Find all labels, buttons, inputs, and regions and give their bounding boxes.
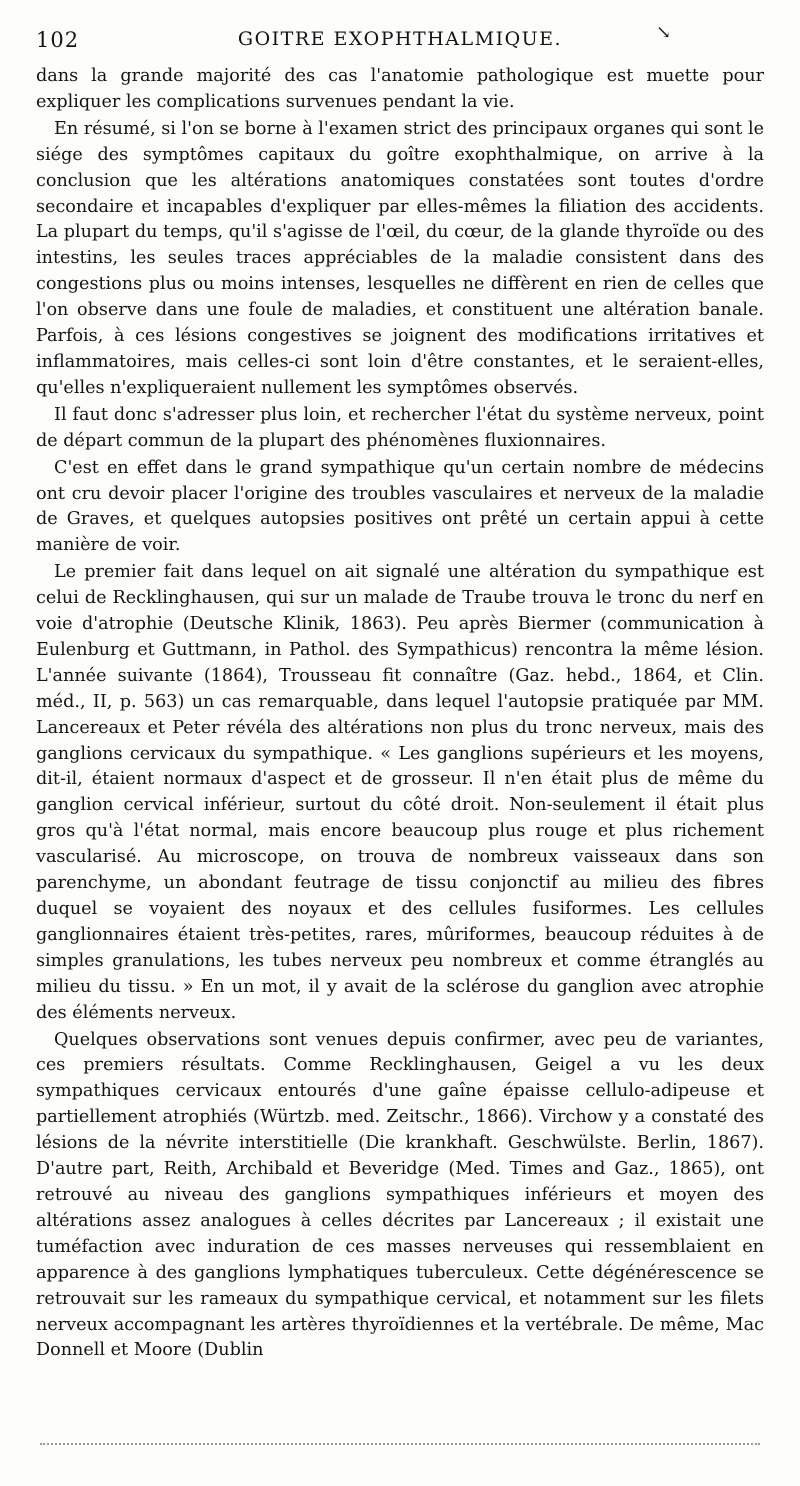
paragraph-1: dans la grande majorité des cas l'anatomie pathologique est muette pour expliquer les complications survenues pendant la vie.	[36, 66, 764, 112]
paragraph-3: Il faut donc s'adresser plus loin, et rechercher l'état du système nerveux, point de départ commun de la plupart des phénomènes fluxionnaires.	[36, 404, 764, 451]
page-number: 102	[36, 28, 80, 52]
margin-mark: ↘	[656, 22, 672, 43]
paragraph-4: C'est en effet dans le grand sympathique qu'un certain nombre de médecins ont cru devoir placer l'origine des troubles vasculaires et nerveux de la maladie de Graves, et quelques autopsies positives ont prêté un certain appui à cette manière de voir.	[36, 457, 764, 556]
bottom-bleed-line	[40, 1443, 760, 1445]
page-header	[36, 22, 764, 62]
paragraph-5: Le premier fait dans lequel on ait signalé une altération du sympathique est celui de Recklinghausen, qui sur un malade de Traube trouva le tronc du nerf en voie d'atrophie (Deutsche Klinik, 1863). Peu après Biermer (communication à Eulenburg et Guttmann, in Pathol. des Sympathicus) rencontra la même lésion. L'année suivante (1864), Trousseau fit connaître (Gaz. hebd., 1864, et Clin. méd., II, p. 563) un cas remarquable, dans lequel l'autopsie pratiquée par MM. Lancereaux et Peter révéla des altérations non plus du tronc nerveux, mais des ganglions cervicaux du sympathique. « Les ganglions supérieurs et les moyens, dit-il, étaient normaux d'aspect et de grosseur. Il n'en était plus de même du ganglion cervical inférieur, surtout du côté droit. Non-seulement il était plus gros qu'à l'état normal, mais encore beaucoup plus rouge et plus richement vascularisé. Au microscope, on trouva de nombreux vaisseaux dans son parenchyme, un abondant feutrage de tissu conjonctif au milieu des fibres duquel se voyaient des noyaux et des cellules fusiformes. Les cellules ganglionnaires étaient très-petites, rares, mûriformes, beaucoup réduites à de simples granulations, les tubes nerveux peu nombreux et comme étranglés au milieu du tissu. » En un mot, il y avait de la sclérose du ganglion avec atrophie des éléments nerveux.	[36, 562, 764, 1023]
body-text	[36, 64, 764, 1364]
paragraph-2: En résumé, si l'on se borne à l'examen strict des principaux organes qui sont le siége des symptômes capitaux du goître exophthalmique, on arrive à la conclusion que les altérations anatomiques constatées sont toutes d'ordre secondaire et incapables d'expliquer par elles-mêmes la filiation des accidents. La plupart du temps, qu'il s'agisse de l'œil, du cœur, de la glande thyroïde ou des intestins, les seules traces appréciables de la maladie consistent dans des congestions plus ou moins intenses, lesquelles ne diffèrent en rien de celles que l'on observe dans une foule de maladies, et constituent une altération banale. Parfois, à ces lésions congestives se joignent des modifications irritatives et inflammatoires, mais celles-ci sont loin d'être constantes, et le seraient-elles, qu'elles n'expliqueraient nullement les symptômes observés.	[36, 118, 764, 398]
paragraph-6: Quelques observations sont venues depuis confirmer, avec peu de variantes, ces premiers résultats. Comme Recklinghausen, Geigel a vu les deux sympathiques cervicaux entourés d'une gaîne épaisse cellulo-adipeuse et partiellement atrophiés (Würtzb. med. Zeitschr., 1866). Virchow y a constaté des lésions de la névrite interstitielle (Die krankhaft. Geschwülste. Berlin, 1867). D'autre part, Reith, Archibald et Beveridge (Med. Times and Gaz., 1865), ont retrouvé au niveau des ganglions sympathiques inférieurs et moyen des altérations assez analogues à celles décrites par Lancereaux ; il existait une tuméfaction avec induration de ces masses nerveuses qui ressemblaient en apparence à des ganglions lymphatiques tuberculeux. Cette dégénérescence se retrouvait sur les rameaux du sympathique cervical, et notamment sur les filets nerveux accompagnant les artères thyroïdiennes et la vertébrale. De même, Mac Donnell et Moore (Dublin	[36, 1029, 764, 1361]
running-title: GOITRE EXOPHTHALMIQUE.	[237, 28, 563, 50]
